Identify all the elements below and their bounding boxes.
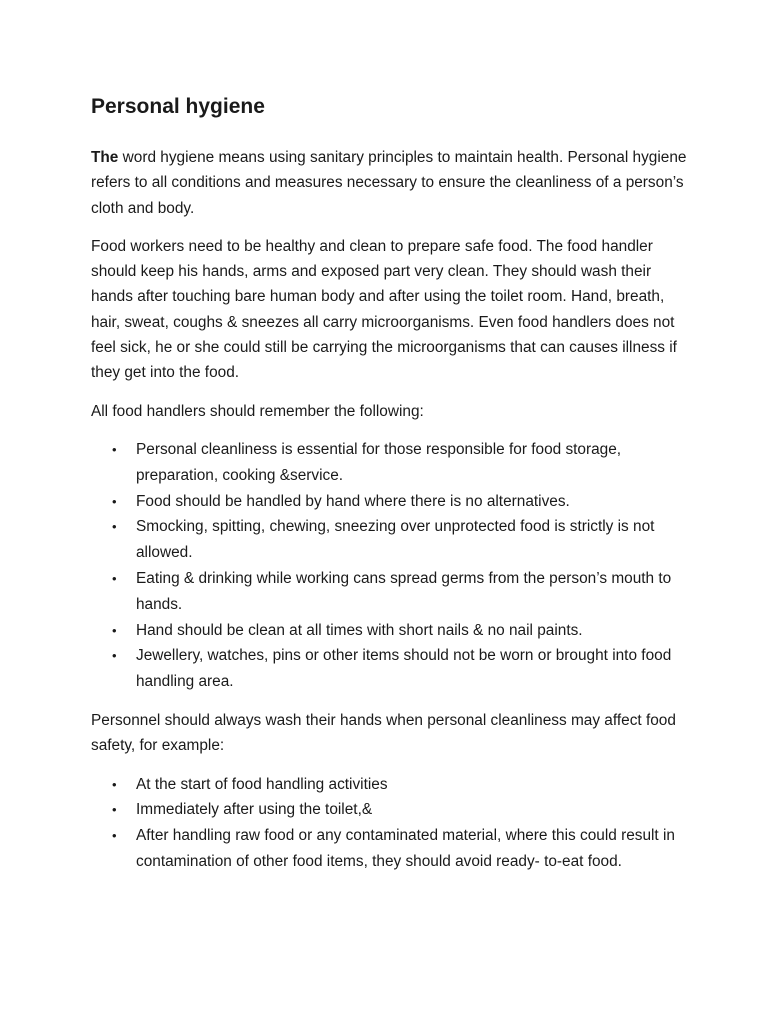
list-item: • After handling raw food or any contaminated material, where this could result in contamination of other food items, they should avoid ready- to-eat food.	[91, 823, 691, 875]
bullet-icon: •	[112, 802, 117, 818]
list-item: • At the start of food handling activities	[91, 772, 691, 798]
list2-intro: Personnel should always wash their hands when personal cleanliness may affect food safety, for example:	[91, 711, 676, 755]
intro-text: word hygiene means using sanitary principles to maintain health. Personal hygiene refers to all conditions and measures necessary to ensure the cleanliness of a person’s cloth and body.	[91, 149, 687, 217]
bullet-icon: •	[112, 493, 117, 509]
bullet-icon: •	[112, 441, 117, 457]
bullet-icon: •	[112, 519, 117, 535]
document-body	[91, 93, 691, 888]
list-item: • Personal cleanliness is essential for those responsible for food storage, preparation, cooking &service.	[91, 437, 691, 489]
list-item: • Hand should be clean at all times with short nails & no nail paints.	[91, 618, 691, 644]
bullet-icon: •	[112, 570, 117, 586]
food-handler-rules-list	[91, 437, 691, 695]
intro-lead-word: The	[91, 149, 119, 166]
intro-paragraph	[91, 145, 691, 221]
food-workers-paragraph: Food workers need to be healthy and clean to prepare safe food. The food handler should keep his hands, arms and exposed part very clean. They should wash their hands after touching bare human body and after using the toilet room. Hand, breath, hair, sweat, coughs & sneezes all carry microorganisms. Even food handlers does not feel sick, he or she could still be carrying the microorganisms that can causes illness if they get into the food.	[91, 237, 677, 382]
list1-intro: All food handlers should remember the following:	[91, 402, 424, 420]
list-item: • Smocking, spitting, chewing, sneezing over unprotected food is strictly is not allowed.	[91, 514, 691, 566]
list-item: • Food should be handled by hand where there is no alternatives.	[91, 489, 691, 515]
bullet-icon: •	[112, 622, 117, 638]
list-item: • Immediately after using the toilet,&	[91, 797, 691, 823]
list-item: • Jewellery, watches, pins or other items should not be worn or brought into food handling area.	[91, 643, 691, 695]
list-item: • Eating & drinking while working cans spread germs from the person’s mouth to hands.	[91, 566, 691, 618]
bullet-icon: •	[112, 776, 117, 792]
hand-washing-occasions-list	[91, 772, 691, 875]
bullet-icon: •	[112, 828, 117, 844]
page-title: Personal hygiene	[91, 95, 265, 118]
bullet-icon: •	[112, 648, 117, 664]
